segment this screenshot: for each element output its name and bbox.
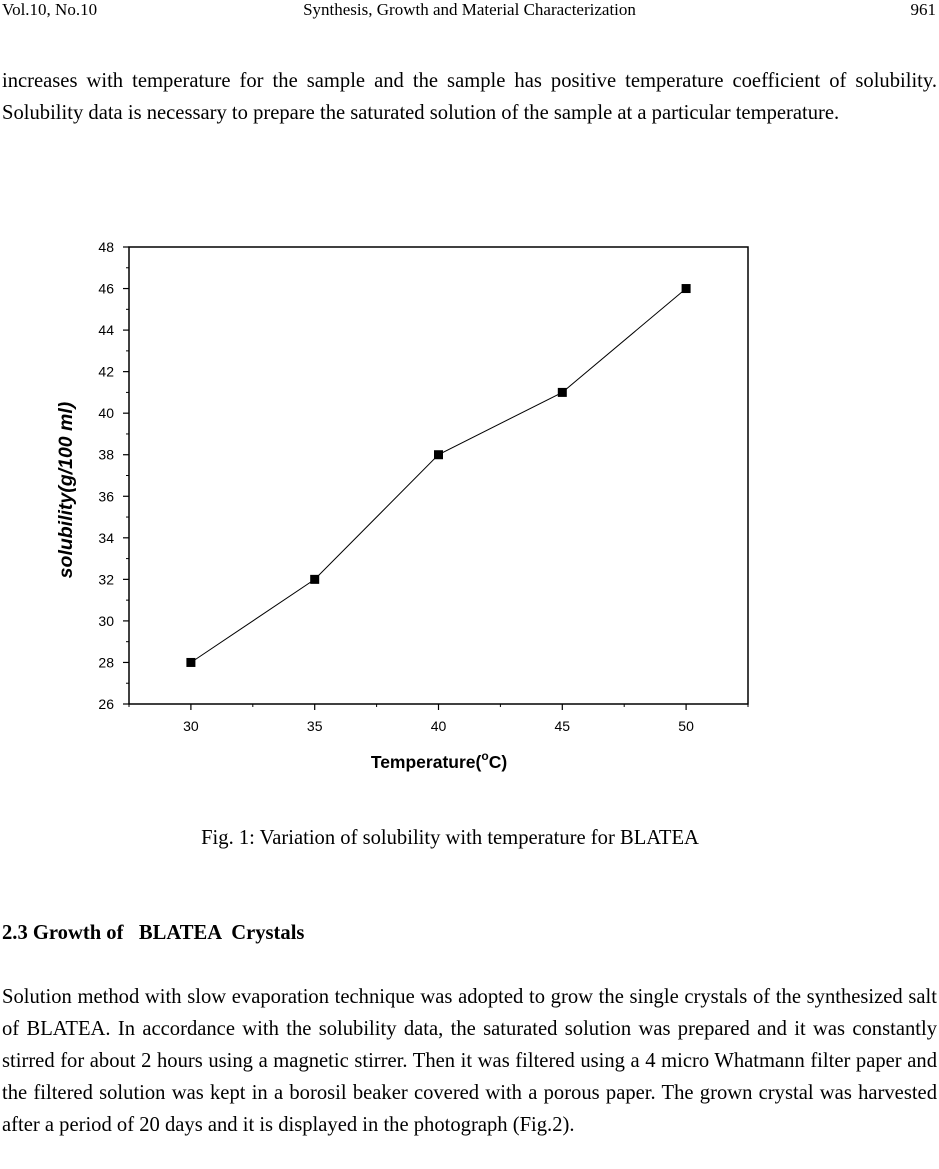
body-paragraph-2: Solution method with slow evaporation technique was adopted to grow the single crystals of the synthesized salt of BLATEA. In accordance with the solubility data, the saturated solution was prepared and it was constantly stirred for about 2 hours using a magnetic stirrer. Then it was filtered using a 4 micro Whatmann filter paper and the filtered solution was kept in a borosil beaker covered with a porous paper. The grown crystal was harvested after a period of 20 days and it is displayed in the photograph (Fig.2). xyxy=(2,986,937,1136)
y-tick-label: 34 xyxy=(98,529,114,546)
solubility-chart xyxy=(0,225,939,800)
y-tick-label: 36 xyxy=(98,488,114,505)
page-number: 961 xyxy=(910,0,936,19)
y-tick-label: 48 xyxy=(98,239,114,255)
data-point xyxy=(558,388,567,397)
data-point xyxy=(434,450,443,459)
y-tick-label: 30 xyxy=(98,612,114,629)
series-line xyxy=(191,289,686,663)
chart-points xyxy=(186,284,690,667)
chart-y-axis-label: solubility(g/100 ml) xyxy=(55,401,77,579)
plot-frame xyxy=(129,247,748,704)
x-tick-label: 40 xyxy=(430,718,447,734)
y-tick-label: 32 xyxy=(98,571,114,588)
section-heading: 2.3 Growth of BLATEA Crystals xyxy=(2,922,305,944)
journal-volume: Vol.10, No.10 xyxy=(2,0,98,19)
y-tick-label: 46 xyxy=(98,280,114,297)
data-point xyxy=(310,575,319,584)
data-point xyxy=(186,658,195,667)
x-tick-label: 45 xyxy=(554,718,571,734)
chart-series xyxy=(191,289,686,663)
x-tick-label: 30 xyxy=(183,718,199,734)
y-tick-label: 44 xyxy=(98,322,114,339)
data-point xyxy=(682,284,691,293)
body-paragraph-1: increases with temperature for the sample and the sample has positive temperature coefficient of solubility. Solubility data is necessary to prepare the saturated solution of the sample at a particular temperature. xyxy=(2,70,937,124)
page-header xyxy=(0,0,939,24)
y-tick-label: 28 xyxy=(98,654,114,671)
running-title: Synthesis, Growth and Material Characterization xyxy=(303,0,636,19)
y-tick-label: 40 xyxy=(98,405,114,422)
y-tick-label: 42 xyxy=(98,363,114,380)
y-tick-label: 38 xyxy=(98,446,114,463)
chart-x-axis-label: Temperature($^o$C) xyxy=(370,749,508,772)
x-tick-label: 50 xyxy=(678,718,694,734)
figure-caption: Fig. 1: Variation of solubility with temperature for BLATEA xyxy=(201,827,699,849)
x-tick-label: 35 xyxy=(306,718,323,734)
chart-axes xyxy=(129,247,748,704)
y-tick-label: 26 xyxy=(98,696,114,712)
